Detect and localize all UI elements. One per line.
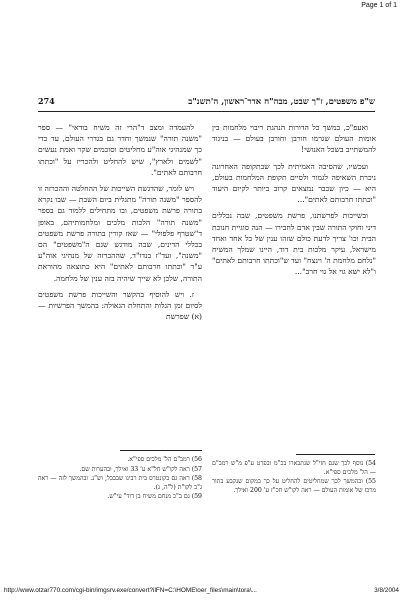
footnote: 56) רמב"ם הל' מלכים ספי"א. bbox=[127, 456, 202, 463]
footnotes-left bbox=[38, 456, 202, 503]
footer-url[interactable]: http://www.otzar770.com/cgi-bin/imgsrv.exe/convert?ilFN=C:\HOME\oer_files\main\tora\... bbox=[4, 587, 257, 594]
footnote: 59) גם ב"כ מנחם משיח בן דוד" עי"ש. bbox=[107, 493, 202, 501]
paragraph: ועכשיו, שהסיבה האמיתית לכך שבתקופה האחרונה ניכרת השאיפה לגמור ולסיים תקופת המלחמות בעולם, היא — כיון שכבר נמצאים קרוב ביותר לקיום היעוד "וכתתו חרבותם לאתים"... bbox=[212, 161, 376, 205]
footnote: 54) נוסף לכך שגם חזי"ל שנתבארו בכ"מ ובפרט ע"פ מ"ש רמב"ם — הל' מלכים ספי"א. bbox=[212, 460, 376, 476]
paragraph: ואעפ"כ, במשך כל הדורות הנהגת ריבוי מלחמות בין אומות העולם שגרמו חורבן וחורבן בעולם — בניגוד להמשתייב בשכל האנושי! bbox=[212, 123, 376, 155]
page-number: 274 bbox=[38, 96, 55, 106]
footnotes-right bbox=[212, 460, 376, 496]
page-header bbox=[38, 96, 375, 110]
page-of-label: Page 1 of 1 bbox=[361, 2, 397, 9]
footnote: 57) ראה לקו"ש חל"א ע' 33 ואילך, ובהערות שם. bbox=[79, 465, 202, 473]
left-column bbox=[38, 122, 202, 327]
footnote: 55) ובהמשך לכך שמחליטים להחליט על כך במקום שנקבע בתור מרכז של אומות העולם — ראה לקו"ש חכ"ז ע' 200 ואילך. bbox=[212, 478, 376, 494]
page-title: ש"פ משפטים, ז"ך שבט, מבה"ח אדר־ראשון, ה'תשנ"ב bbox=[188, 97, 375, 107]
paragraph: ובשייכות לפרשתנו, פרשת משפטים, שבה נכללים דיני וחוקי התורה שבין אדם לחבירו — הנה סוגיית חנוכת הבית וכו' צריך לדעת כולם שזהו ענין של כל אחד ואחד מישראל, עיקר מלכות בית דוד, היינו שמלך המשיח "נלחם מלחמת ה' וינצח" ועד ש"וכתתו חרבותם לאתים" ו"לא ישא גוי אל גוי חרב"... bbox=[211, 211, 376, 277]
header-rule bbox=[38, 111, 375, 112]
paragraph: ז. ויש להוסיף בהקשר והשייכות פרשת משפטים לסיום זמן הגלות והתחלת הגאולה: בהמשך הפרשיות — (א) שפרשת bbox=[38, 289, 202, 322]
footnote-rule-left bbox=[120, 450, 202, 451]
right-column bbox=[212, 122, 376, 283]
paragraph: ויש לומר, שהדגשת השייכות של ההחלטה וההכרזה זו להספר "משנה תורה" מתגלית ביום השבת — שבו נקרא בתורה פרשת משפטים, ובו מתחילים ללמוד גם בספר "משנה תורה" הלכות מלכים ומלחמותיהם, באופן ד"שטרף פלפולי" — שאז קורין בתורה פרשת משפטים בכללי הדינים, שבה מודגש שגם ה"משפטים" הם "משנה", ועד"ז בנדו"ד, שההכרזה של מנהיגי אוה"ע ע"ד "וכתתו חרבותם לאתים" היא כתוצאה מהוראת התורה, שלכן לא שייך שיהיה בזה ענין של מלחמה. bbox=[38, 184, 202, 283]
footnote: 58) ראה גם בקונטרס בית רבינו שבבבל, וש"נ. ובהמשך לזה — ראה ג"כ לקו"ת (ל"ה, ג). bbox=[38, 475, 202, 491]
footnote-rule-right bbox=[296, 454, 375, 455]
footer-date: 3/8/2004 bbox=[374, 587, 399, 594]
paragraph: להעמדה ומצב ד"הרי זה משיח בודאי" — ספר "משנה תורה" שנמשך וחדר גם בגדרי העולם, עד כדי כך שמנהיגי אוה"ע מחליטים וסוכמים שקר ואמת נעשים "לשמים ולארץ", שיש להחליט ולהכריז על "וכתתו חרבותם לאתים". bbox=[38, 123, 202, 177]
